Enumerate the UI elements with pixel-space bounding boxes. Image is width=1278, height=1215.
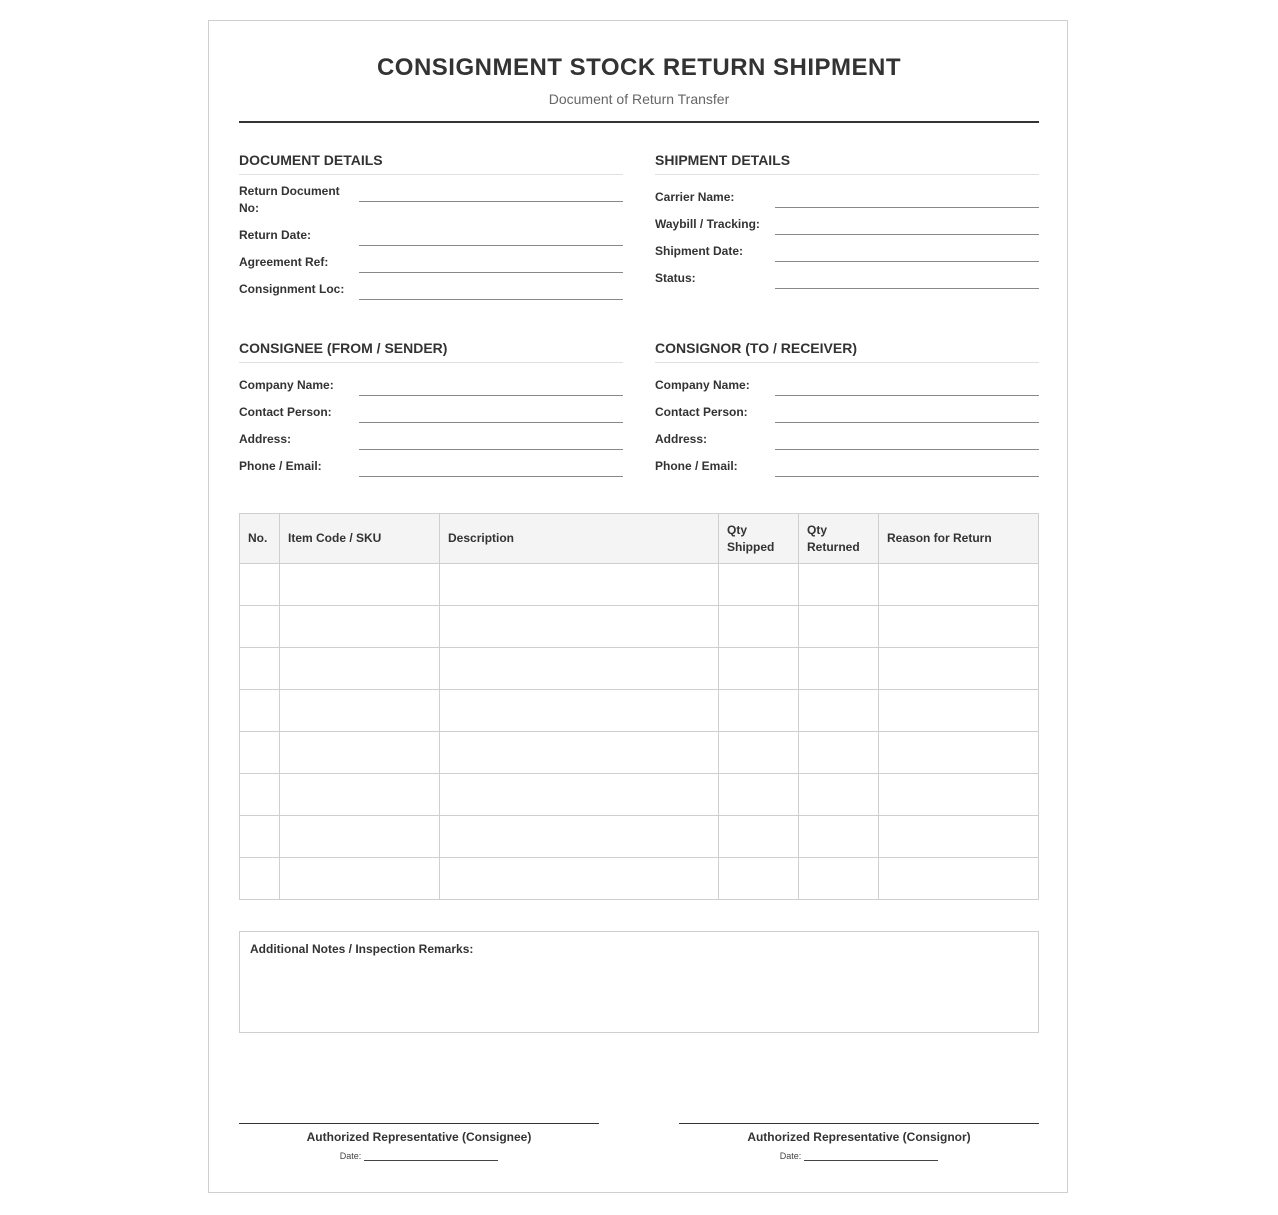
table-cell[interactable] [240, 732, 280, 774]
shipment-date-field[interactable] [775, 243, 1039, 262]
table-cell[interactable] [240, 816, 280, 858]
consignor-address-field[interactable] [775, 431, 1039, 450]
field-row [655, 452, 1039, 479]
consignor-signature-block[interactable] [679, 1123, 1039, 1161]
table-cell[interactable] [280, 648, 440, 690]
table-cell[interactable] [879, 648, 1039, 690]
items-table [239, 513, 1039, 900]
field-row [655, 425, 1039, 452]
column-header-description: Description [440, 514, 719, 564]
table-row [240, 816, 1039, 858]
status-field[interactable] [775, 270, 1039, 289]
table-row [240, 774, 1039, 816]
field-label: Phone / Email: [239, 459, 322, 473]
document-details-section [239, 151, 623, 302]
field-row [239, 371, 623, 398]
field-row [655, 371, 1039, 398]
table-cell[interactable] [719, 732, 799, 774]
table-cell[interactable] [240, 690, 280, 732]
document-page [208, 20, 1068, 1193]
carrier-name-field[interactable] [775, 189, 1039, 208]
notes-box[interactable] [239, 931, 1039, 1033]
table-cell[interactable] [440, 564, 719, 606]
field-label: Consignment Loc: [239, 282, 345, 296]
table-row [240, 648, 1039, 690]
document-title: CONSIGNMENT STOCK RETURN SHIPMENT [376, 54, 902, 81]
table-cell[interactable] [879, 732, 1039, 774]
items-table-body [240, 564, 1039, 900]
table-cell[interactable] [440, 774, 719, 816]
table-cell[interactable] [799, 816, 879, 858]
column-header-reason: Reason for Return [879, 514, 1039, 564]
field-row [239, 248, 623, 275]
table-row [240, 858, 1039, 900]
field-row [655, 210, 1039, 237]
table-cell[interactable] [280, 816, 440, 858]
consignee-phone-email-field[interactable] [359, 458, 623, 477]
document-subtitle: Document of Return Transfer [548, 91, 730, 107]
field-row [239, 275, 623, 302]
table-cell[interactable] [240, 858, 280, 900]
table-header-row [240, 514, 1039, 564]
table-row [240, 564, 1039, 606]
table-cell[interactable] [719, 774, 799, 816]
consignor-signature-label: Authorized Representative (Consignor) [747, 1130, 971, 1144]
table-cell[interactable] [879, 690, 1039, 732]
field-row [239, 425, 623, 452]
table-cell[interactable] [719, 816, 799, 858]
table-row [240, 606, 1039, 648]
table-cell[interactable] [799, 858, 879, 900]
notes-label: Additional Notes / Inspection Remarks: [250, 942, 474, 956]
field-label: Waybill / Tracking: [655, 217, 760, 231]
table-cell[interactable] [440, 606, 719, 648]
column-header-qty-returned: Qty Returned [799, 514, 879, 564]
table-cell[interactable] [799, 732, 879, 774]
table-row [240, 690, 1039, 732]
field-label: Company Name: [655, 378, 750, 392]
section-title: CONSIGNEE (FROM / SENDER) [239, 339, 623, 363]
field-label: Return Date: [239, 228, 312, 242]
table-row [240, 732, 1039, 774]
table-cell[interactable] [719, 858, 799, 900]
field-row [239, 452, 623, 479]
consignee-company-name-field[interactable] [359, 377, 623, 396]
section-title: CONSIGNOR (TO / RECEIVER) [655, 339, 1039, 363]
agreement-ref-field[interactable] [359, 254, 623, 273]
section-title: DOCUMENT DETAILS [239, 151, 623, 175]
column-header-no: No. [240, 514, 280, 564]
field-label: Agreement Ref: [239, 255, 329, 269]
table-cell[interactable] [280, 732, 440, 774]
table-cell[interactable] [440, 732, 719, 774]
consignee-signature-label: Authorized Representative (Consignee) [306, 1130, 532, 1144]
field-row [655, 183, 1039, 210]
field-row [239, 398, 623, 425]
table-cell[interactable] [280, 564, 440, 606]
field-row [239, 221, 623, 248]
consignee-section [239, 339, 623, 479]
table-cell[interactable] [240, 648, 280, 690]
consignor-section [655, 339, 1039, 479]
consignor-phone-email-field[interactable] [775, 458, 1039, 477]
consignee-address-field[interactable] [359, 431, 623, 450]
consignee-signature-block[interactable] [239, 1123, 599, 1161]
table-cell[interactable] [240, 606, 280, 648]
table-cell[interactable] [799, 564, 879, 606]
table-cell[interactable] [719, 690, 799, 732]
waybill-tracking-field[interactable] [775, 216, 1039, 235]
table-cell[interactable] [280, 690, 440, 732]
consignee-date-field[interactable] [364, 1150, 498, 1161]
field-label: Company Name: [239, 378, 334, 392]
field-label: Carrier Name: [655, 190, 735, 204]
table-cell[interactable] [879, 816, 1039, 858]
table-cell[interactable] [719, 648, 799, 690]
table-cell[interactable] [879, 858, 1039, 900]
consignor-company-name-field[interactable] [775, 377, 1039, 396]
table-cell[interactable] [799, 690, 879, 732]
field-label: Status: [655, 271, 696, 285]
field-row [655, 264, 1039, 291]
consignee-contact-person-field[interactable] [359, 404, 623, 423]
table-cell[interactable] [719, 606, 799, 648]
section-title: SHIPMENT DETAILS [655, 151, 1039, 175]
signature-date [239, 1150, 599, 1161]
table-cell[interactable] [240, 564, 280, 606]
table-cell[interactable] [799, 648, 879, 690]
table-cell[interactable] [879, 564, 1039, 606]
consignor-date-field[interactable] [804, 1150, 938, 1161]
date-label: Date: [779, 1151, 802, 1161]
signature-date [679, 1150, 1039, 1161]
date-label: Date: [339, 1151, 362, 1161]
table-cell[interactable] [799, 774, 879, 816]
field-label: Contact Person: [655, 405, 748, 419]
consignor-contact-person-field[interactable] [775, 404, 1039, 423]
field-label: Address: [655, 432, 708, 446]
column-header-qty-shipped: Qty Shipped [719, 514, 799, 564]
table-cell[interactable] [719, 564, 799, 606]
table-cell[interactable] [440, 648, 719, 690]
return-date-field[interactable] [359, 227, 623, 246]
column-header-item-code: Item Code / SKU [280, 514, 440, 564]
table-cell[interactable] [440, 690, 719, 732]
table-cell[interactable] [440, 816, 719, 858]
field-label: Shipment Date: [655, 244, 744, 258]
document-header [239, 21, 1039, 123]
consignment-loc-field[interactable] [359, 281, 623, 300]
table-cell[interactable] [879, 606, 1039, 648]
field-label: Return Document No: [239, 184, 340, 215]
table-cell[interactable] [280, 606, 440, 648]
return-document-no-field[interactable] [359, 183, 623, 202]
field-label: Address: [239, 432, 292, 446]
table-cell[interactable] [240, 774, 280, 816]
field-label: Contact Person: [239, 405, 332, 419]
table-cell[interactable] [799, 606, 879, 648]
table-cell[interactable] [440, 858, 719, 900]
table-cell[interactable] [280, 858, 440, 900]
table-cell[interactable] [879, 774, 1039, 816]
field-row [655, 237, 1039, 264]
field-row [655, 398, 1039, 425]
shipment-details-section [655, 151, 1039, 291]
field-row [239, 183, 623, 221]
table-cell[interactable] [280, 774, 440, 816]
field-label: Phone / Email: [655, 459, 738, 473]
